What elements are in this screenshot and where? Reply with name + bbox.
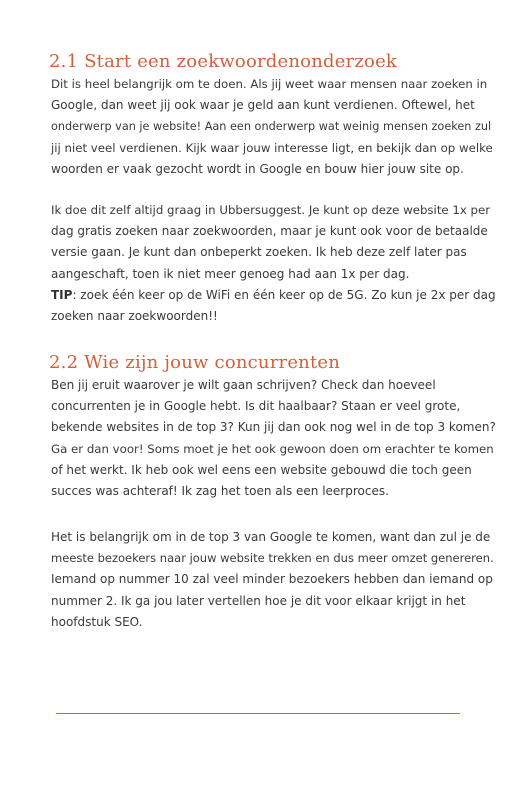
text-line: aangeschaft, toen ik niet meer genoeg had aan 1x per dag.	[51, 266, 410, 281]
paragraph-ubbersuggest	[51, 200, 496, 327]
section-heading-zoekwoordenonderzoek: 2.1 Start een zoekwoordenonderzoek	[49, 51, 398, 72]
text-line: jij niet veel verdienen. Kijk waar jouw interesse ligt, en bekijk dan op welke	[51, 140, 493, 155]
text-line: meeste bezoekers naar jouw website trekken en dus meer omzet genereren.	[51, 551, 494, 566]
text-line: versie gaan. Je kunt dan onbeperkt zoeken. Ik heb deze zelf later pas	[51, 245, 467, 260]
paragraph-concurrenten	[51, 375, 496, 502]
text-line: woorden er vaak gezocht wordt in Google en bouw hier jouw site op.	[51, 161, 464, 176]
text-line: of het werkt. Ik heb ook wel eens een website gebouwd die toch geen	[51, 462, 472, 477]
footer-divider	[56, 713, 460, 714]
text-line: Ik doe dit zelf altijd graag in Ubbersuggest. Je kunt op deze website 1x per	[51, 203, 491, 217]
text-line: zoeken naar zoekwoorden!!	[51, 309, 218, 324]
text-line: onderwerp van je website! Aan een onderwerp wat weinig mensen zoeken zul	[51, 120, 492, 134]
tip-text: : zoek één keer op de WiFi en één keer op de 5G. Zo kun je 2x per dag	[72, 287, 496, 302]
text-line: Google, dan weet jij ook waar je geld aan kunt verdienen. Oftewel, het	[51, 98, 475, 113]
text-line: Ben jij eruit waarover je wilt gaan schrijven? Check dan hoeveel	[51, 378, 436, 392]
text-line: Iemand op nummer 10 zal veel minder bezoekers hebben dan iemand op	[51, 572, 493, 587]
text-line: concurrenten je in Google hebt. Is dit haalbaar? Staan er veel grote,	[51, 399, 461, 414]
text-line: dag gratis zoeken naar zoekwoorden, maar je kunt ook voor de betaalde	[51, 224, 488, 239]
paragraph-top-3-google	[51, 527, 496, 633]
text-line: Dit is heel belangrijk om te doen. Als jij weet waar mensen naar zoeken in	[51, 77, 488, 91]
section-heading-concurrenten: 2.2 Wie zijn jouw concurrenten	[49, 352, 341, 373]
text-line: Ga er dan voor! Soms moet je het ook gewoon doen om erachter te komen	[51, 441, 494, 456]
text-line: Het is belangrijk om in de top 3 van Google te komen, want dan zul je de	[51, 530, 491, 544]
tip-line	[51, 285, 496, 306]
paragraph-zoekwoorden-intro	[51, 74, 496, 180]
text-line: hoofdstuk SEO.	[51, 614, 143, 629]
text-line: bekende websites in de top 3? Kun jij dan ook nog wel in de top 3 komen?	[51, 420, 496, 435]
tip-label: TIP	[51, 287, 73, 302]
text-line: succes was achteraf! Ik zag het toen als een leerproces.	[51, 484, 389, 499]
text-line: nummer 2. Ik ga jou later vertellen hoe je dit voor elkaar krijgt in het	[51, 593, 466, 608]
